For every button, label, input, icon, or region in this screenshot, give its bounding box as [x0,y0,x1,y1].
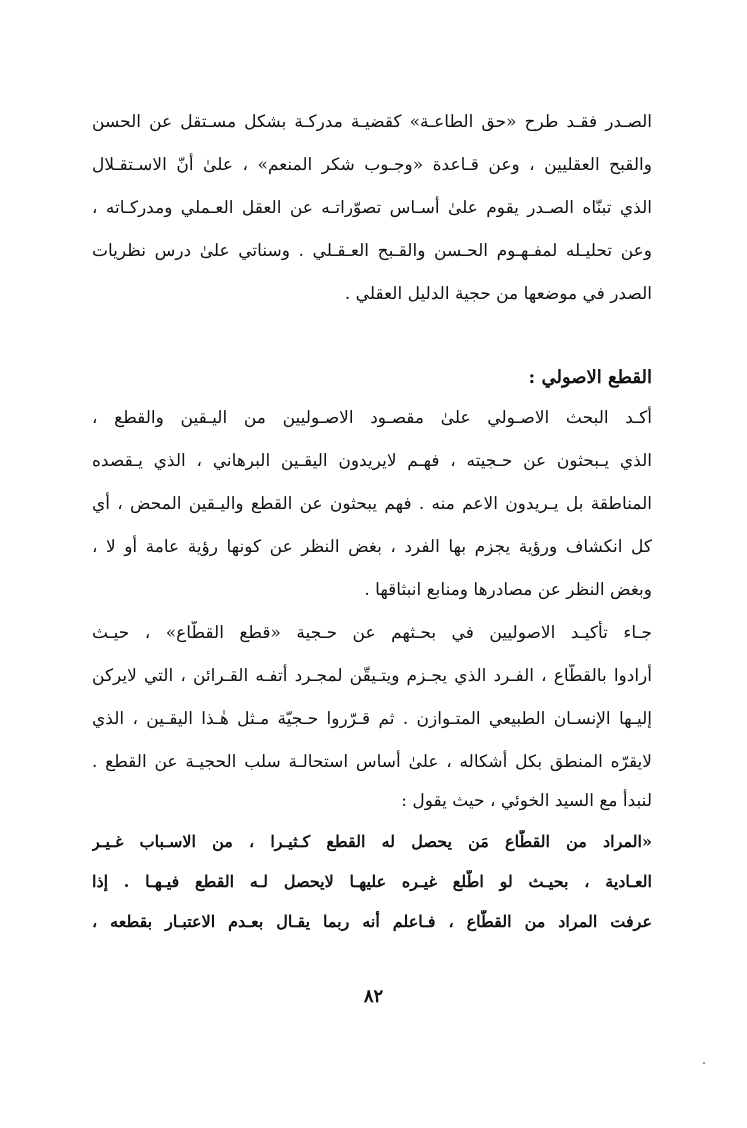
paragraph-2-line-5: وبغض النظر عن مصادرها ومنابع انبثاقها . [364,580,652,600]
scan-speck [703,1062,705,1064]
quote-line-3: عرفت المراد من القطّاع ، فـاعلم أنه ربما يقـال بعـدم الاعتبـار بقطعه ، [92,912,652,931]
section-heading: القطع الاصولي : [528,367,652,388]
paragraph-1-line-1: الصـدر فقـد طرح «حق الطاعـة» كقضيـة مدركـة بشكل مسـتقل عن الحسن [92,112,652,132]
quote-line-2: العـادية ، بحيـث لو اطّلع غيـره عليهـا لايحصل لـه القطع فيـهـا . إذا [92,872,652,891]
paragraph-1-line-2: والقبح العقليين ، وعن قـاعدة «وجـوب شكر المنعم» ، علىٰ أنّ الاسـتقـلال [92,155,652,175]
paragraph-1-line-4: وعن تحليـله لمفـهـوم الحـسن والقـبح العـقـلي . وسناتي علىٰ درس نظريات [92,241,652,261]
paragraph-2-line-1: أكـد البحث الاصـولي علىٰ مقصـود الاصـوليين من اليـقين والقطع ، [92,408,652,428]
paragraph-3-line-3: إليـها الإنسـان الطبيعي المتـوازن . ثم قـرّروا حـجيّة مـثل هٰـذا اليقـين ، الذي [92,709,652,729]
paragraph-2-line-4: كل انكشاف ورؤية يجزم بها الفرد ، بغض النظر عن كونها رؤية عامة أو لا ، [92,537,652,557]
paragraph-3-line-4: لايقرّه المنطق بكل أشكاله ، علىٰ أساس استحالـة سلب الحجيـة عن القطع . [92,752,652,772]
paragraph-3-line-2: أرادوا بالقطّاع ، الفـرد الذي يجـزم ويتـيقّن لمجـرد أتفـه القـرائن ، التي لايركن [92,666,652,686]
paragraph-2-line-3: المناطقة بل يـريدون الاعم منه . فهم يبحثون عن القطع واليـقين المحض ، أي [92,494,652,514]
paragraph-2-line-2: الذي يـبحثون عن حـجيته ، فهـم لايريدون اليقـين البرهاني ، الذي يـقصده [92,451,652,471]
paragraph-1-line-3: الذي تبنّاه الصـدر يقوم علىٰ أسـاس تصوّراتـه عن العقل العـملي ومدركـاته ، [92,198,652,218]
quote-line-1: «المراد من القطّاع مَن يحصل له القطع كـثيـرا ، من الاسـباب غـيـر [92,832,652,851]
page-number: ٨٢ [363,986,384,1007]
paragraph-3-line-1: جـاء تأكيـد الاصوليين في بحـثهم عن حـجية «قطع القطّاع» ، حيـث [92,623,652,643]
paragraph-1-line-5: الصدر في موضعها من حجية الدليل العقلي . [344,284,652,304]
paragraph-3-line-5: لنبدأ مع السيد الخوئي ، حيث يقول : [401,791,652,811]
